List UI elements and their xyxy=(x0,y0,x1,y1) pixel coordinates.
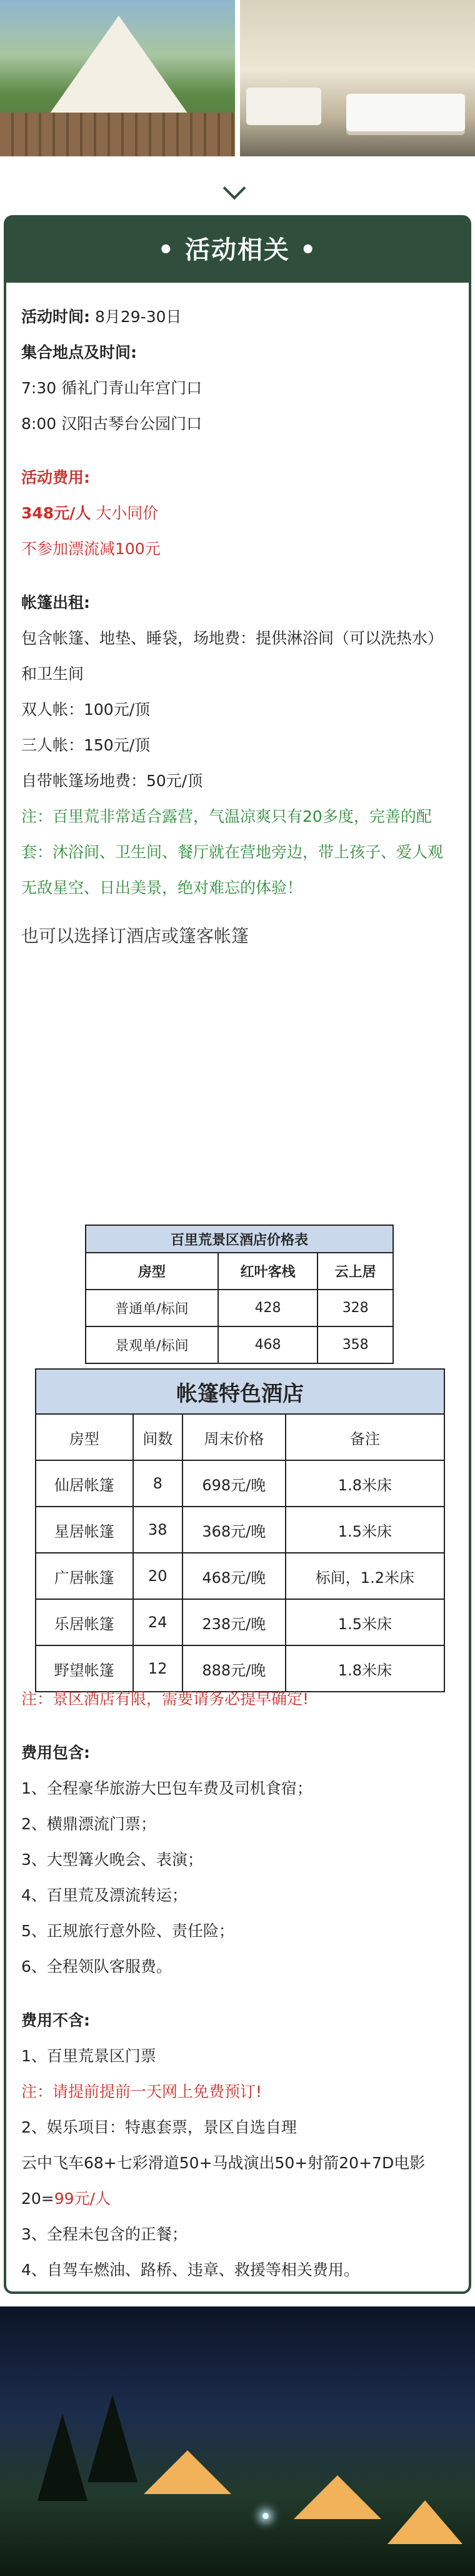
tent-triple: 三人帐：150元/顶 xyxy=(21,736,151,754)
table-row xyxy=(36,1553,444,1599)
tree-silhouette xyxy=(88,2395,138,2482)
table-cell: 428 xyxy=(218,1290,318,1326)
list-item: 6、全程领队客服费。 xyxy=(21,1957,172,1976)
table-cell: 888元/晚 xyxy=(182,1645,286,1692)
time-label: 活动时间: xyxy=(21,308,90,326)
table-cell: 1.8米床 xyxy=(286,1645,444,1692)
hotel-header-type: 房型 xyxy=(86,1253,218,1290)
table-cell: 238元/晚 xyxy=(182,1599,286,1645)
table-cell: 38 xyxy=(133,1507,182,1553)
night-camp-photo xyxy=(0,2306,475,2576)
table-cell: 698元/晚 xyxy=(182,1460,286,1507)
tent-rent-label: 帐篷出租: xyxy=(21,593,90,612)
list-item: 1、百里荒景区门票 xyxy=(21,2047,156,2065)
table-cell: 368元/晚 xyxy=(182,1507,286,1553)
hotel-table-caption: 百里荒景区酒店价格表 xyxy=(86,1225,393,1253)
excluded-note: 注：请提前提前一天网上免费预订! xyxy=(21,2083,262,2101)
lit-tent xyxy=(144,2450,231,2494)
tent-double: 双人帐：100元/顶 xyxy=(21,700,151,719)
list-item: 4、百里荒及漂流转运； xyxy=(21,1886,188,1904)
fee-price-note: 大小同价 xyxy=(91,504,159,522)
bed-right xyxy=(346,94,465,131)
section-title: • 活动相关 • xyxy=(6,218,469,283)
tent-interior-photo xyxy=(240,0,475,156)
list-item: 3、大型篝火晚会、表演； xyxy=(21,1851,203,1869)
table-cell: 24 xyxy=(133,1599,182,1645)
hotel-header-hongye: 红叶客栈 xyxy=(218,1253,318,1290)
table-cell: 星居帐篷 xyxy=(36,1507,133,1553)
hotel-intro: 也可以选择订酒店或篷客帐篷 xyxy=(21,926,249,946)
lit-tent xyxy=(388,2500,462,2544)
hotel-note: 注：景区酒店有限，需要请务必提早确定! xyxy=(21,1690,309,1708)
chevron-down-icon xyxy=(223,177,246,200)
activity-card xyxy=(4,215,471,2294)
excluded-label: 费用不含: xyxy=(21,2011,90,2029)
fee-label: 活动费用: xyxy=(21,468,90,487)
gather-point-1: 7:30 循礼门青山年宫门口 xyxy=(21,379,202,397)
table-cell: 仙居帐篷 xyxy=(36,1460,133,1507)
activity-content xyxy=(21,299,456,954)
table-cell: 野望帐篷 xyxy=(36,1645,133,1692)
included-label: 费用包含: xyxy=(21,1744,90,1762)
time-value: 8月29-30日 xyxy=(94,308,182,326)
table-cell: 328 xyxy=(318,1290,393,1326)
gather-label: 集合地点及时间: xyxy=(21,343,137,361)
list-item: 4、自驾车燃油、路桥、违章、救援等相关费用。 xyxy=(21,2261,359,2279)
tent-rent-note: 注：百里荒非常适合露营，气温凉爽只有20多度，完善的配套：沐浴间、卫生间、餐厅就在营地旁边，带上孩子、爱人观无敌星空、日出美景，绝对难忘的体验！ xyxy=(21,807,444,897)
table-cell: 358 xyxy=(318,1326,393,1363)
list-item: 3、全程未包含的正餐； xyxy=(21,2225,188,2243)
table-cell: 1.8米床 xyxy=(286,1460,444,1507)
fee-price: 348元/人 xyxy=(21,504,91,522)
tent-header-note: 备注 xyxy=(286,1414,444,1460)
table-row xyxy=(36,1460,444,1507)
wooden-deck xyxy=(0,113,235,156)
table-cell: 普通单/标间 xyxy=(86,1290,218,1326)
list-item: 5、正规旅行意外险、责任险； xyxy=(21,1922,234,1940)
table-cell: 20 xyxy=(133,1553,182,1599)
table-row xyxy=(86,1326,393,1363)
tent-own: 自带帐篷场地费：50元/顶 xyxy=(21,772,203,790)
gather-point-2: 8:00 汉阳古琴台公园门口 xyxy=(21,415,202,433)
excluded-item2-detail: 云中飞车68+七彩滑道50+马战演出50+射箭20+7D电影20= xyxy=(21,2154,426,2208)
table-row xyxy=(86,1290,393,1326)
table-cell: 乐居帐篷 xyxy=(36,1599,133,1645)
table-cell: 广居帐篷 xyxy=(36,1553,133,1599)
table-cell: 468 xyxy=(218,1326,318,1363)
table-cell: 标间，1.2米床 xyxy=(286,1553,444,1599)
list-item: 1、全程豪华旅游大巴包车费及司机食宿； xyxy=(21,1779,312,1797)
list-item: 2、娱乐项目：特惠套票，景区自选自理 xyxy=(21,2118,297,2136)
table-cell: 1.5米床 xyxy=(286,1507,444,1553)
lit-tent xyxy=(294,2475,381,2519)
tree-silhouette xyxy=(38,2413,88,2501)
glamping-tent-photo xyxy=(0,0,235,156)
tent-header-type: 房型 xyxy=(36,1414,133,1460)
fee-no-rafting: 不参加漂流减100元 xyxy=(21,540,161,558)
tent-table-caption: 帐篷特色酒店 xyxy=(36,1369,444,1414)
table-row xyxy=(36,1507,444,1553)
hotel-price-table xyxy=(85,1225,394,1364)
tent-hotel-table xyxy=(35,1368,445,1692)
table-cell: 景观单/标间 xyxy=(86,1326,218,1363)
hotel-header-yunshang: 云上居 xyxy=(318,1253,393,1290)
table-cell: 468元/晚 xyxy=(182,1553,286,1599)
bed-left xyxy=(246,88,321,125)
lamp-light xyxy=(262,2513,269,2519)
table-cell: 8 xyxy=(133,1460,182,1507)
tent-rent-desc: 包含帐篷、地垫、睡袋，场地费：提供淋浴间（可以洗热水）和卫生间 xyxy=(21,629,444,683)
tent-illustration xyxy=(44,16,194,122)
table-cell: 12 xyxy=(133,1645,182,1692)
table-cell: 1.5米床 xyxy=(286,1599,444,1645)
tent-header-count: 间数 xyxy=(133,1414,182,1460)
list-item: 2、横鼎漂流门票； xyxy=(21,1815,156,1833)
table-row xyxy=(36,1599,444,1645)
excluded-item2-total: 99元/人 xyxy=(54,2190,111,2208)
top-photo-strip xyxy=(0,0,475,156)
tent-header-price: 周末价格 xyxy=(182,1414,286,1460)
